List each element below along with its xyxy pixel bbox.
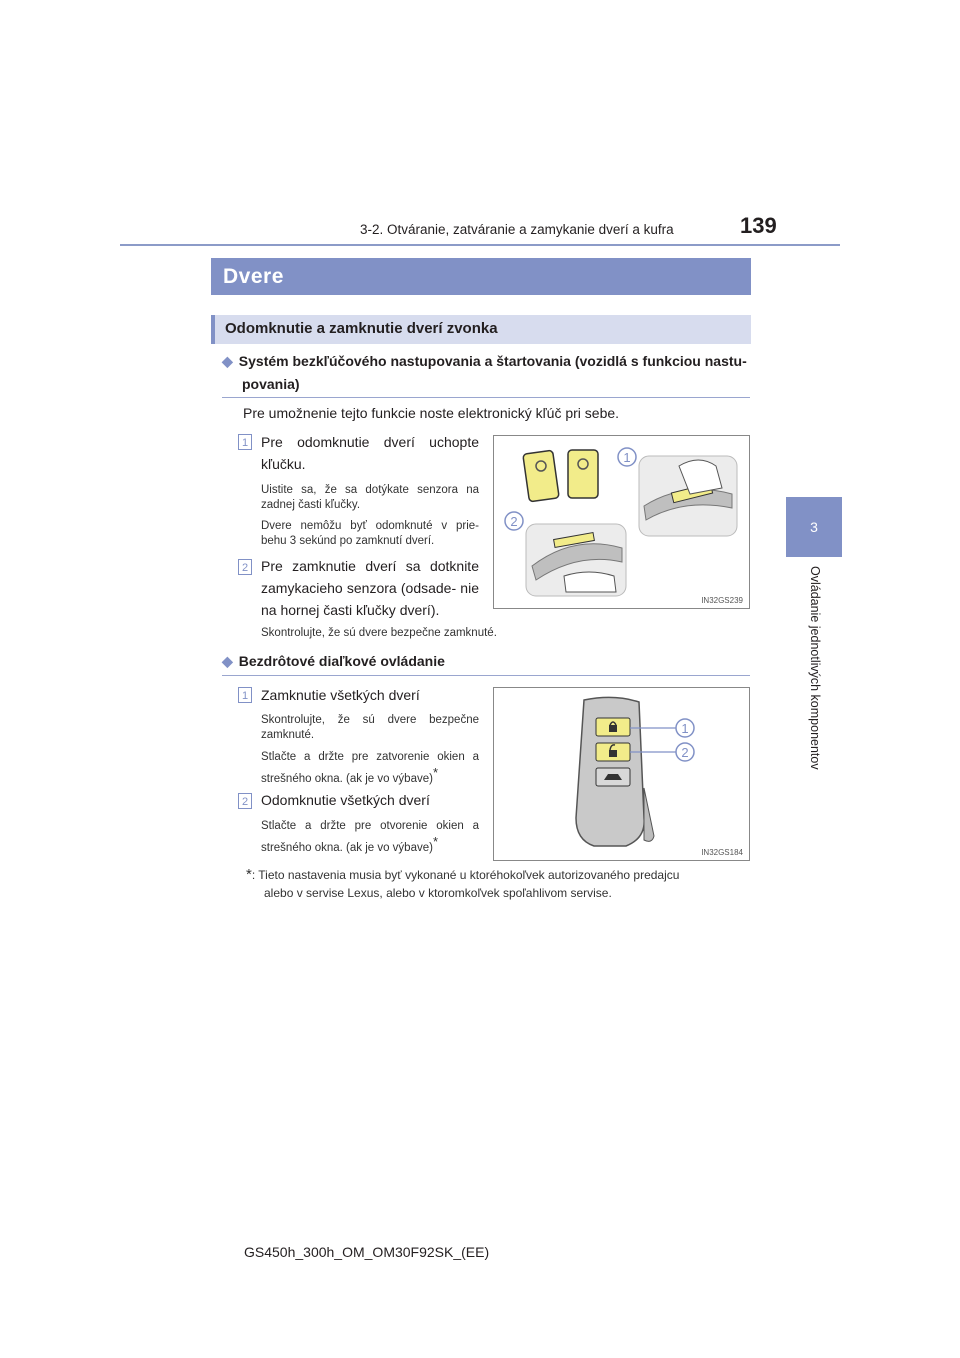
svg-text:1: 1 <box>681 721 689 736</box>
footnote-line1: : Tieto nastavenia musia byť vykonané u ktoréhokoľvek autorizovaného predajcu <box>251 868 680 882</box>
step-number-1: 1 <box>238 687 252 703</box>
header-rule <box>120 244 840 246</box>
smart-entry-step-1-note-1: Uistite sa, že sa dotýkate senzora na zadnej časti kľučky. <box>261 484 479 511</box>
door-handle-key-icon <box>494 436 749 608</box>
chapter-tab-number: 3 <box>786 497 842 557</box>
figure-code: IN32GS184 <box>701 848 743 857</box>
footnote-line2: alebo v servise Lexus, alebo v ktoromkoľvek spoľahlivom servise. <box>264 886 612 900</box>
smart-entry-step-2-text: Pre zamknutie dverí sa dotknite zamykacieho senzora (odsade- nie na hornej časti kľučky dverí). <box>261 558 479 618</box>
chapter-tab-label: Ovládanie jednotlivých komponentov <box>808 566 822 770</box>
asterisk-mark: * <box>432 834 439 849</box>
wireless-heading <box>222 650 445 673</box>
section-title-bar: Dvere <box>211 258 751 295</box>
smart-entry-heading-line1: Systém bezkľúčového nastupovania a štartovania (vozidlá s funkciou nastu- <box>238 353 747 369</box>
wireless-step-1-text: Zamknutie všetkých dverí <box>261 687 420 703</box>
smart-entry-step-1-note-2: Dvere nemôžu byť odomknuté v prie- behu 3 sekúnd po zamknutí dverí. <box>261 520 479 547</box>
svg-text:1: 1 <box>623 450 631 465</box>
door-handle-illustration <box>493 435 750 609</box>
wireless-heading-rule <box>222 675 750 676</box>
running-header-title: 3-2. Otváranie, zatváranie a zamykanie dverí a kufra <box>360 222 674 237</box>
footnote-mark: * <box>246 866 252 883</box>
footnote <box>246 866 750 902</box>
smart-entry-heading-line2: povania) <box>242 376 300 392</box>
diamond-bullet-icon: ◆ <box>222 353 233 369</box>
step-number-1: 1 <box>238 434 252 450</box>
remote-key-fob-icon <box>494 688 749 860</box>
asterisk-mark: * <box>432 765 439 780</box>
page-number: 139 <box>740 213 777 238</box>
svg-text:2: 2 <box>510 514 518 529</box>
wireless-heading-text: Bezdrôtové diaľkové ovládanie <box>238 653 445 669</box>
wireless-step-1-note-1: Skontrolujte, že sú dvere bezpečne zamknuté. <box>261 714 479 741</box>
subsection-title: Odomknutie a zamknutie dverí zvonka <box>225 320 498 337</box>
diamond-bullet-icon: ◆ <box>222 653 233 669</box>
wireless-step-2-text: Odomknutie všetkých dverí <box>261 792 430 808</box>
wireless-step-2-note-1 <box>261 819 479 856</box>
step-number-2: 2 <box>238 793 252 809</box>
step-number-2: 2 <box>238 559 252 575</box>
wireless-step-1-note-2-text: Stlačte a držte pre zatvorenie okien a strešného okna. (ak je vo výbave) <box>261 751 479 785</box>
smart-entry-heading <box>222 350 752 396</box>
smart-entry-step-1-text: Pre odomknutie dverí uchopte kľučku. <box>261 434 479 472</box>
smart-key-icon <box>523 450 598 502</box>
remote-key-illustration <box>493 687 750 861</box>
svg-text:2: 2 <box>681 745 689 760</box>
subsection-bar <box>211 315 751 344</box>
document-code: GS450h_300h_OM_OM30F92SK_(EE) <box>244 1244 490 1260</box>
smart-entry-after-note: Skontrolujte, že sú dvere bezpečne zamknuté. <box>261 627 497 639</box>
wireless-step-2-note-1-text: Stlačte a držte pre otvorenie okien a strešného okna. (ak je vo výbave) <box>261 820 479 854</box>
smart-entry-intro: Pre umožnenie tejto funkcie noste elektronický kľúč pri sebe. <box>243 405 620 421</box>
wireless-step-1-note-2 <box>261 750 479 787</box>
figure-code: IN32GS239 <box>701 596 743 605</box>
smart-entry-heading-rule <box>222 397 750 398</box>
